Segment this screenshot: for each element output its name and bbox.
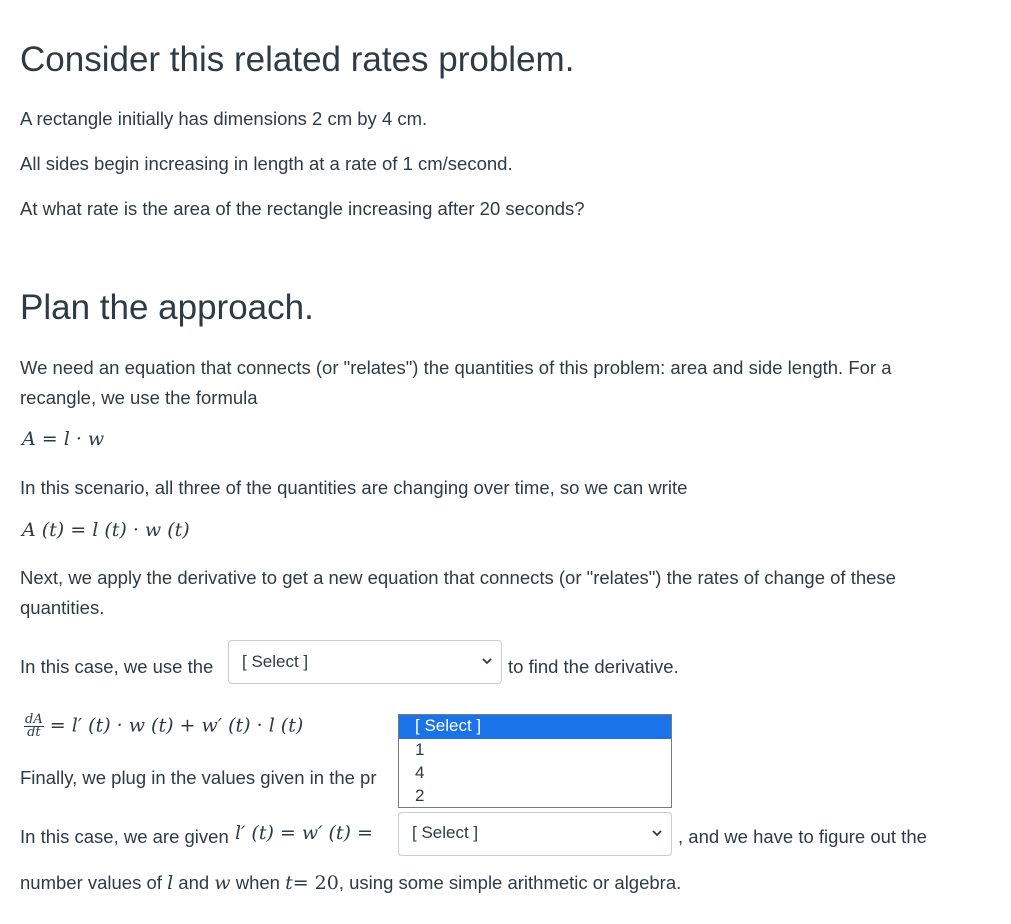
dropdown-option-1[interactable]: 1 xyxy=(415,740,425,759)
rate-select[interactable] xyxy=(398,812,672,856)
problem-text-dimensions: A rectangle initially has dimensions 2 cm by 4 cm. xyxy=(20,108,428,129)
area-formula: A = l · w xyxy=(22,428,105,450)
scenario-text: In this scenario, all three of the quantities are changing over time, so we can write xyxy=(20,477,688,498)
derivative-text-line2: quantities. xyxy=(20,597,105,618)
final-text-a: number values of xyxy=(20,872,162,893)
value-dropdown-list[interactable] xyxy=(398,714,672,808)
dropdown-option-2[interactable]: 2 xyxy=(415,786,425,805)
given-text-end: , and we have to figure out the xyxy=(678,826,927,847)
approach-text-line2: recangle, we use the formula xyxy=(20,387,258,408)
final-sentence xyxy=(20,868,681,898)
final-text-b: and xyxy=(178,872,210,893)
approach-text-line1: We need an equation that connects (or "relates") the quantities of this problem: area and side length. For a xyxy=(20,357,892,378)
derivative-formula-rhs: = l′ (t) · w (t) + w′ (t) · l (t) xyxy=(49,714,304,737)
derivative-text-line1: Next, we apply the derivative to get a new equation that connects (or "relates") the rates of change of these xyxy=(20,567,896,588)
derivative-fraction xyxy=(24,714,44,739)
given-rate-math: l′ (t) = w′ (t) = xyxy=(235,822,373,844)
rate-select-value: [ Select ] xyxy=(412,823,479,842)
fraction-denominator: dt xyxy=(27,725,41,740)
given-text-start: In this case, we are given xyxy=(20,826,229,847)
rule-select[interactable] xyxy=(228,640,502,684)
t-value: = 20 xyxy=(292,872,339,894)
var-l: l xyxy=(167,872,174,894)
dropdown-option-select[interactable]: [ Select ] xyxy=(399,715,671,739)
problem-question: At what rate is the area of the rectangle increasing after 20 seconds? xyxy=(20,198,585,219)
final-text-c: when xyxy=(235,872,280,893)
var-w: w xyxy=(214,872,231,894)
rule-sentence-start: In this case, we use the xyxy=(20,656,214,677)
approach-heading: Plan the approach. xyxy=(20,288,314,327)
rule-sentence-end: to find the derivative. xyxy=(508,656,679,677)
chevron-down-icon xyxy=(481,655,493,667)
time-formula: A (t) = l (t) · w (t) xyxy=(22,519,190,541)
chevron-down-icon xyxy=(651,827,663,839)
dropdown-option-4[interactable]: 4 xyxy=(415,763,425,782)
rule-select-value: [ Select ] xyxy=(242,652,309,671)
var-t: t xyxy=(285,872,293,894)
plug-in-text: Finally, we plug in the values given in the pr xyxy=(20,767,377,788)
final-text-d: , using some simple arithmetic or algebra. xyxy=(338,872,682,893)
fraction-numerator: dA xyxy=(25,712,43,727)
problem-heading: Consider this related rates problem. xyxy=(20,40,575,79)
problem-text-rate: All sides begin increasing in length at a rate of 1 cm/second. xyxy=(20,153,513,174)
derivative-formula xyxy=(24,714,303,739)
